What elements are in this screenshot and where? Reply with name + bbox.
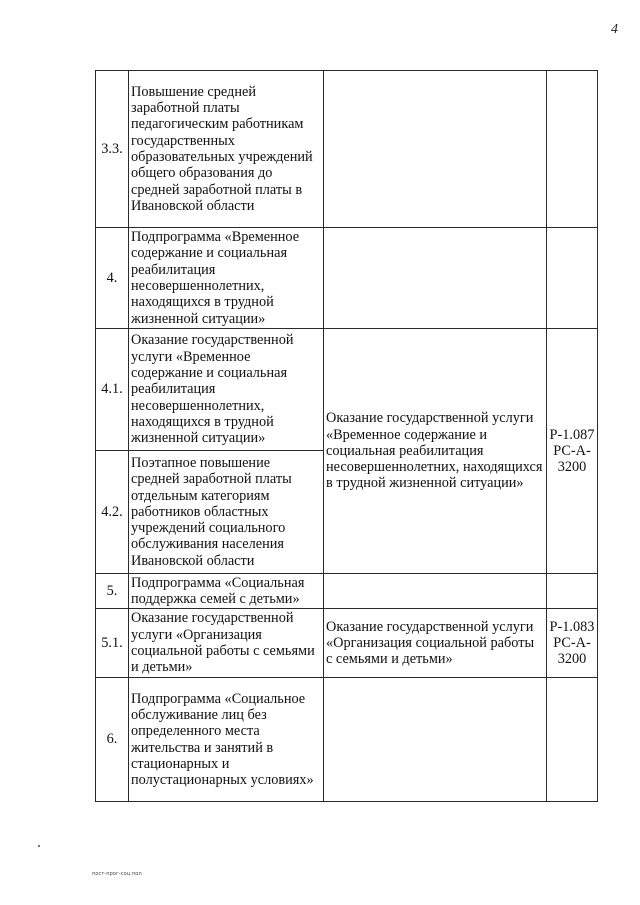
row-name: Подпрограмма «Социальное обслуживание лиц без определенного места жительства и занятий в стационарных и полустационарных условиях» (129, 678, 324, 802)
table-row (96, 609, 598, 678)
row-code-empty (547, 228, 598, 329)
code-line: РС-А- (553, 634, 591, 651)
row-service: Оказание государственной услуги «Временное содержание и социальная реабилитация несовершеннолетних, находящихся в трудной жизненной ситуации» (324, 329, 547, 574)
table-row (96, 71, 598, 228)
scan-speck (38, 845, 40, 847)
row-number: 5.1. (96, 609, 129, 678)
row-name: Поэтапное повышение средней заработной платы отдельным категориям работников областных учреждений социального обслуживания населения Ивановской области (129, 451, 324, 574)
table-row (96, 329, 598, 451)
table-row (96, 678, 598, 802)
row-number: 4.2. (96, 451, 129, 574)
row-number: 3.3. (96, 71, 129, 228)
services-table (95, 70, 598, 802)
table-row (96, 228, 598, 329)
row-name: Оказание государственной услуги «Организация социальной работы с семьями и детьми» (129, 609, 324, 678)
code-line: Р-1.087 (549, 426, 595, 443)
row-name: Подпрограмма «Временное содержание и социальная реабилитация несовершеннолетних, находящихся в трудной жизненной ситуации» (129, 228, 324, 329)
row-number: 4.1. (96, 329, 129, 451)
row-service-empty (324, 678, 547, 802)
row-number: 4. (96, 228, 129, 329)
footer-file-name: пост-прог-соц.пол (92, 871, 142, 877)
row-service-empty (324, 574, 547, 609)
code-line: Р-1.083 (549, 618, 595, 635)
row-service-empty (324, 228, 547, 329)
code-line: РС-А- (553, 442, 591, 459)
row-code (547, 329, 598, 574)
row-name: Оказание государственной услуги «Временное содержание и социальная реабилитация несовершеннолетних, находящихся в трудной жизненной ситуации» (129, 329, 324, 451)
row-service-empty (324, 71, 547, 228)
row-code-empty (547, 678, 598, 802)
row-service: Оказание государственной услуги «Организация социальной работы с семьями и детьми» (324, 609, 547, 678)
table-row (96, 574, 598, 609)
row-code-empty (547, 71, 598, 228)
row-name: Подпрограмма «Социальная поддержка семей с детьми» (129, 574, 324, 609)
row-number: 6. (96, 678, 129, 802)
code-line: 3200 (557, 459, 587, 476)
code-line: 3200 (557, 651, 587, 668)
row-name: Повышение средней заработной платы педагогическим работникам государственных образовательных учреждений общего образования до средней заработной платы в Ивановской области (129, 71, 324, 228)
row-number: 5. (96, 574, 129, 609)
page-number-mark: 4 (611, 22, 618, 37)
row-code (547, 609, 598, 678)
row-code-empty (547, 574, 598, 609)
